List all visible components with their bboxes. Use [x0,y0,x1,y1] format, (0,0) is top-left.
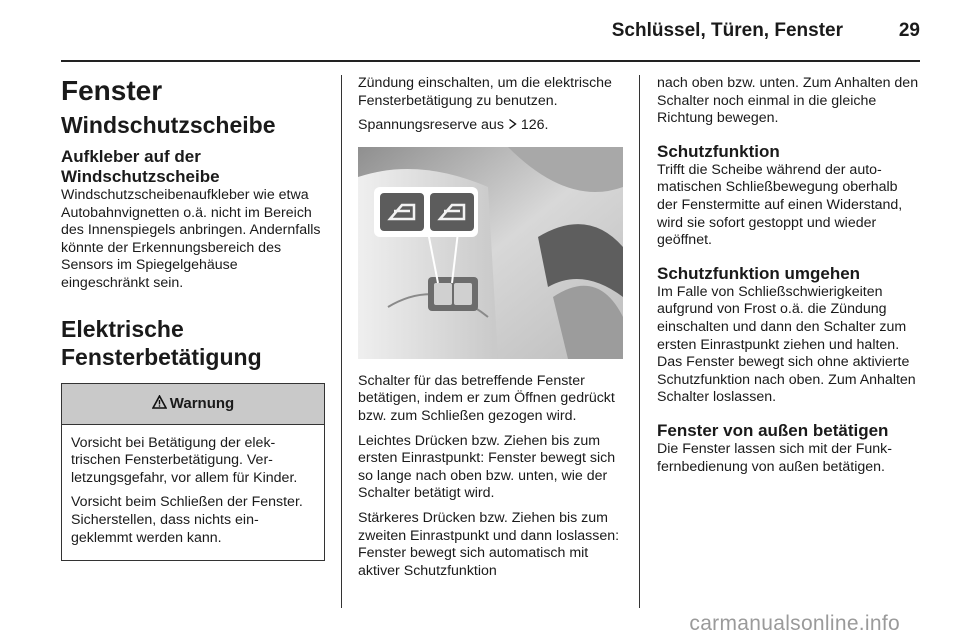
page-header-title: Schlüssel, Türen, Fenster [611,20,843,41]
schutzfunktion-paragraph: Trifft die Scheibe während der automatischen Schließbewegung oberhalb der Fenstermitte auf einen Widerstand, wird sie sofort gestoppt und wieder geöffnet. [657,161,903,249]
warning-body [62,425,324,561]
zuendung-paragraph: Zündung einschalten, um die elektrische Fensterbetätigung zu benutzen. [358,75,612,109]
warning-paragraph-1: Vorsicht bei Betätigung der elektrischen Fensterbetätigung. Verletzungsgefahr, vor allem für Kinder. [71,434,298,486]
header-rule [61,60,920,62]
warning-title: Warnung [169,395,235,413]
heading-fenster-aussen: Fenster von außen betätigen [657,420,889,440]
page-reference-arrow-icon [508,117,521,133]
warning-box [61,383,325,562]
staerkeres-druecken-paragraph: Stärkeres Drücken bzw. Ziehen bis zum zweiten Einrastpunkt und dann loslassen: Fenster bewegt sich automatisch mit aktiver Schutzfunktion [358,509,620,579]
warning-header [62,384,324,425]
heading-schutzfunktion-umgehen: Schutzfunktion umgehen [657,263,861,283]
page-number: 29 [898,20,920,41]
warning-triangle-icon [152,395,167,413]
section-title-fensterbetaetigung [61,315,325,371]
window-switch-illustration [358,147,623,359]
column-divider-1 [341,75,342,608]
anhalten-paragraph: nach oben bzw. unten. Zum Anhalten den Schalter noch einmal in die gleiche Richtung bewegen. [657,75,919,127]
column-1 [61,75,325,561]
watermark: carmanualsonline.info [689,612,900,635]
subsection-title-aufkleber: Aufkleber auf der Windschutzscheibe [61,147,220,186]
window-switch-drawing [358,147,623,359]
heading-schutzfunktion: Schutzfunktion [657,141,780,161]
page-reference-number: 126. [520,117,549,134]
column-divider-2 [639,75,640,608]
fenster-aussen-paragraph: Die Fenster lassen sich mit der Funkfernbedienung von außen betätigen. [657,440,892,475]
section-title-line1: Elektrische [61,315,184,342]
warning-paragraph-2: Vorsicht beim Schließen der Fenster. Sicherstellen, dass nichts eingeklemmt werden kann. [71,494,303,546]
schutzfunktion-umgehen-paragraph: Im Falle von Schließschwierigkeiten aufgrund von Frost o.ä. die Zündung einschalten und dann den Schalter zum ersten Einrastpunkt ziehen und halten. Das Fenster bewegt sich ohne aktivierte Schutzfunktion nach oben. Zum Anhalten Schalter loslassen. [657,283,916,406]
section-title-windschutzscheibe: Windschutzscheibe [61,112,276,138]
chapter-title: Fenster [61,75,163,106]
spannungsreserve-paragraph [358,117,622,135]
section-title-line2: Fensterbetätigung [61,343,262,370]
schalter-paragraph: Schalter für das betreffende Fenster betätigen, indem er zum Öffnen gedrückt bzw. zum Schließen gezogen wird. [358,372,615,424]
leichtes-druecken-paragraph: Leichtes Drücken bzw. Ziehen bis zum ersten Einrastpunkt: Fenster bewegt sich so lange nach oben bzw. unten, wie der Schalter betätigt wird. [358,432,616,502]
aufkleber-paragraph: Windschutzscheibenaufkleber wie etwa Autobahnvignetten o.ä. nicht im Bereich des Innenspiegels anbringen. Andernfalls könnte der Erkennungsbereich des Sensors im Spiegelgehäuse eingeschränkt sein. [61,187,321,291]
column-3 [657,75,921,483]
spannungsreserve-text: Spannungsreserve aus [358,117,504,134]
column-2 [358,75,622,587]
